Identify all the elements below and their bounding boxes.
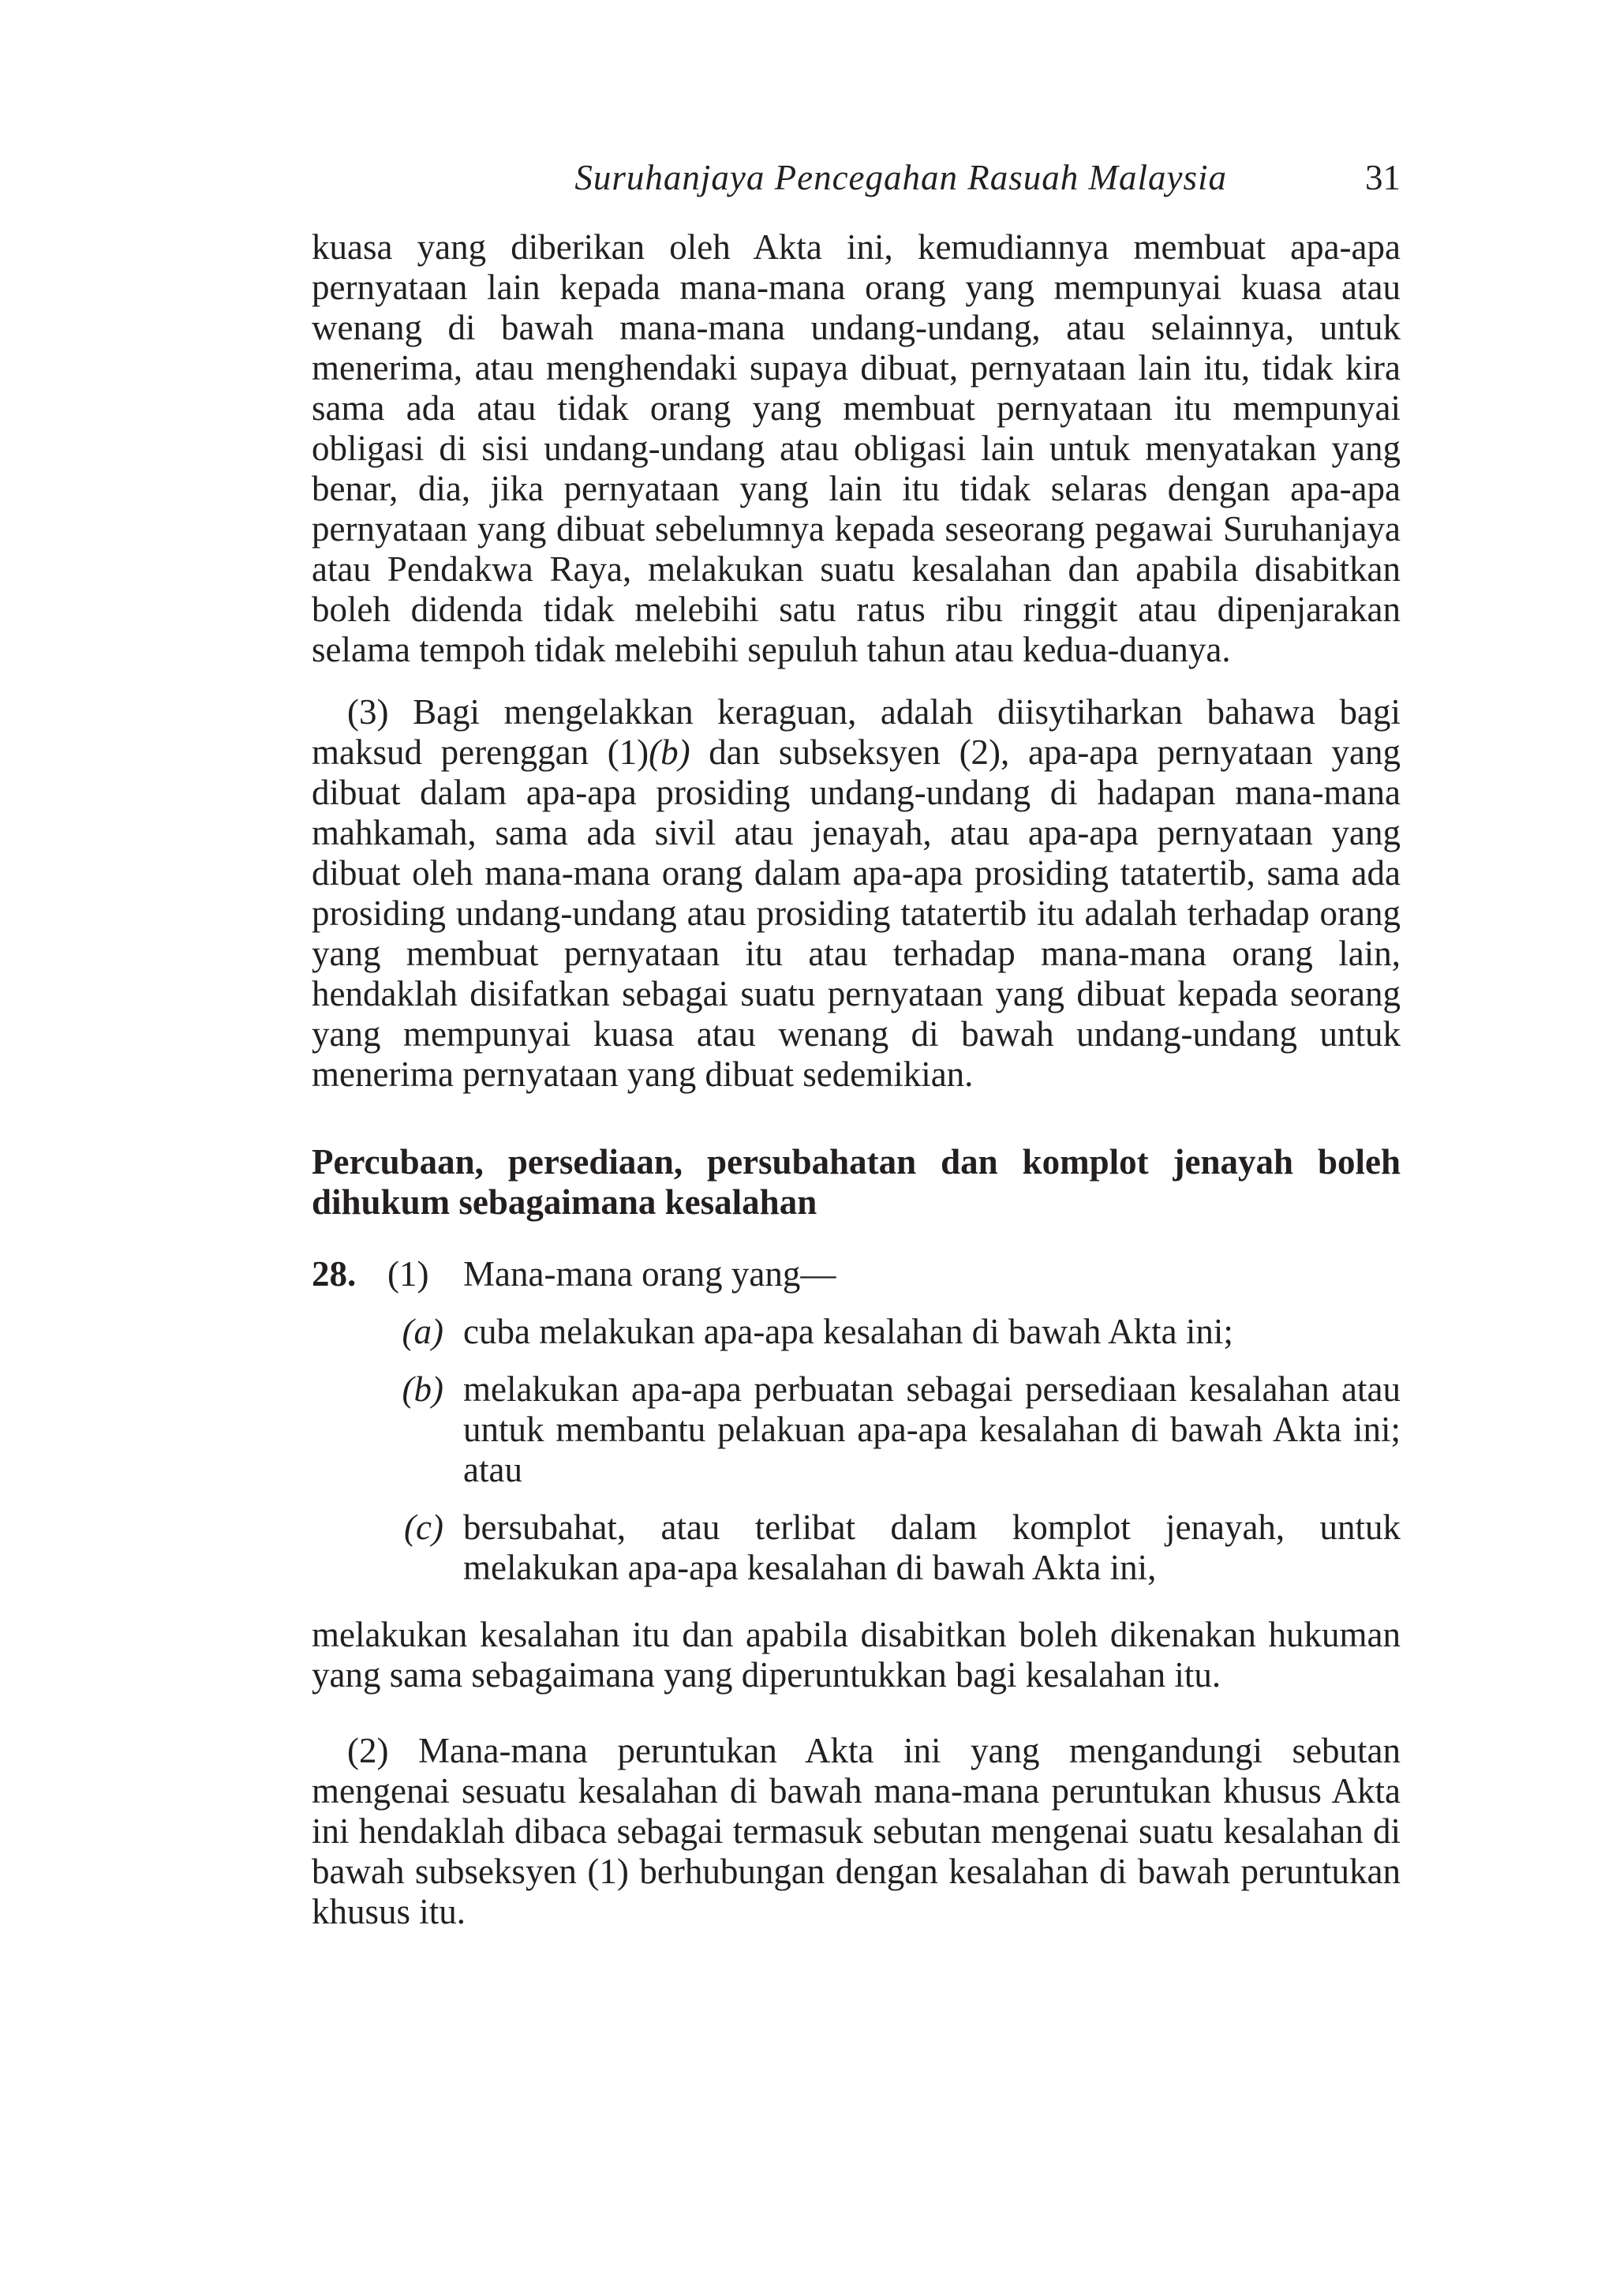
running-title: Suruhanjaya Pencegahan Rasuah Malaysia	[574, 158, 1227, 197]
list-item	[312, 1508, 1401, 1588]
item-label: (a)	[402, 1312, 443, 1351]
running-header	[312, 150, 1401, 205]
page-number: 31	[1365, 158, 1401, 197]
document-page	[312, 150, 1401, 1932]
section-28-intro	[312, 1254, 1401, 1294]
para3-italic-ref: (b)	[649, 732, 690, 772]
paragraph-subsection-3	[312, 692, 1401, 1095]
paragraph-subsection-2: (2) Mana-mana peruntukan Akta ini yang mengandungi sebutan mengenai sesuatu kesalahan di bawah mana-mana peruntukan khusus Akta ini hendaklah dibaca sebagai termasuk sebutan mengenai suatu kesalahan di bawah subseksyen (1) berhubungan dengan kesalahan di bawah peruntukan khusus itu.	[312, 1731, 1401, 1931]
list-item	[312, 1312, 1401, 1352]
item-label: (b)	[402, 1369, 443, 1409]
list-item	[312, 1369, 1401, 1490]
section-heading: Percubaan, persediaan, persubahatan dan komplot jenayah boleh dihukum sebagaimana kesalahan	[312, 1142, 1401, 1222]
para3-text-after: dan subseksyen (2), apa-apa pernyataan yang dibuat dalam apa-apa prosiding undang-undang di hadapan mana-mana mahkamah, sama ada sivil atau jenayah, atau apa-apa pernyataan yang dibuat oleh mana-mana orang dalam apa-apa prosiding tatatertib, sama ada prosiding undang-undang atau prosiding tatatertib itu adalah terhadap orang yang membuat pernyataan itu atau terhadap mana-mana orang lain, hendaklah disifatkan sebagai suatu pernyataan yang dibuat kepada seorang yang mempunyai kuasa atau wenang di bawah undang-undang untuk menerima pernyataan yang dibuat sedemikian.	[312, 732, 1401, 1094]
item-text: melakukan apa-apa perbuatan sebagai persediaan kesalahan atau untuk membantu pelakuan apa-apa kesalahan di bawah Akta ini; atau	[463, 1369, 1401, 1489]
item-text: bersubahat, atau terlibat dalam komplot jenayah, untuk melakukan apa-apa kesalahan di bawah Akta ini,	[463, 1508, 1401, 1587]
section-conclusion: melakukan kesalahan itu dan apabila disabitkan boleh dikenakan hukuman yang sama sebagaimana yang diperuntukkan bagi kesalahan itu.	[312, 1615, 1401, 1695]
item-label: (c)	[404, 1508, 443, 1547]
paragraph-continuation: kuasa yang diberikan oleh Akta ini, kemudiannya membuat apa-apa pernyataan lain kepada mana-mana orang yang mempunyai kuasa atau wenang di bawah mana-mana undang-undang, atau selainnya, untuk menerima, atau menghendaki supaya dibuat, pernyataan lain itu, tidak kira sama ada atau tidak orang yang membuat pernyataan itu mempunyai obligasi di sisi undang-undang atau obligasi lain untuk menyatakan yang benar, dia, jika pernyataan yang lain itu tidak selaras dengan apa-apa pernyataan yang dibuat sebelumnya kepada seseorang pegawai Suruhanjaya atau Pendakwa Raya, melakukan suatu kesalahan dan apabila disabitkan boleh didenda tidak melebihi satu ratus ribu ringgit atau dipenjarakan selama tempoh tidak melebihi sepuluh tahun atau kedua-duanya.	[312, 227, 1401, 669]
para3-text-before: (3) Bagi mengelakkan keraguan, adalah diisytiharkan bahawa bagi maksud perenggan (1)	[312, 692, 1401, 772]
subsection-1-label: (1)	[387, 1254, 429, 1294]
section-intro-text: Mana-mana orang yang—	[463, 1254, 836, 1294]
item-text: cuba melakukan apa-apa kesalahan di bawah Akta ini;	[463, 1312, 1233, 1351]
section-number: 28.	[312, 1254, 357, 1294]
